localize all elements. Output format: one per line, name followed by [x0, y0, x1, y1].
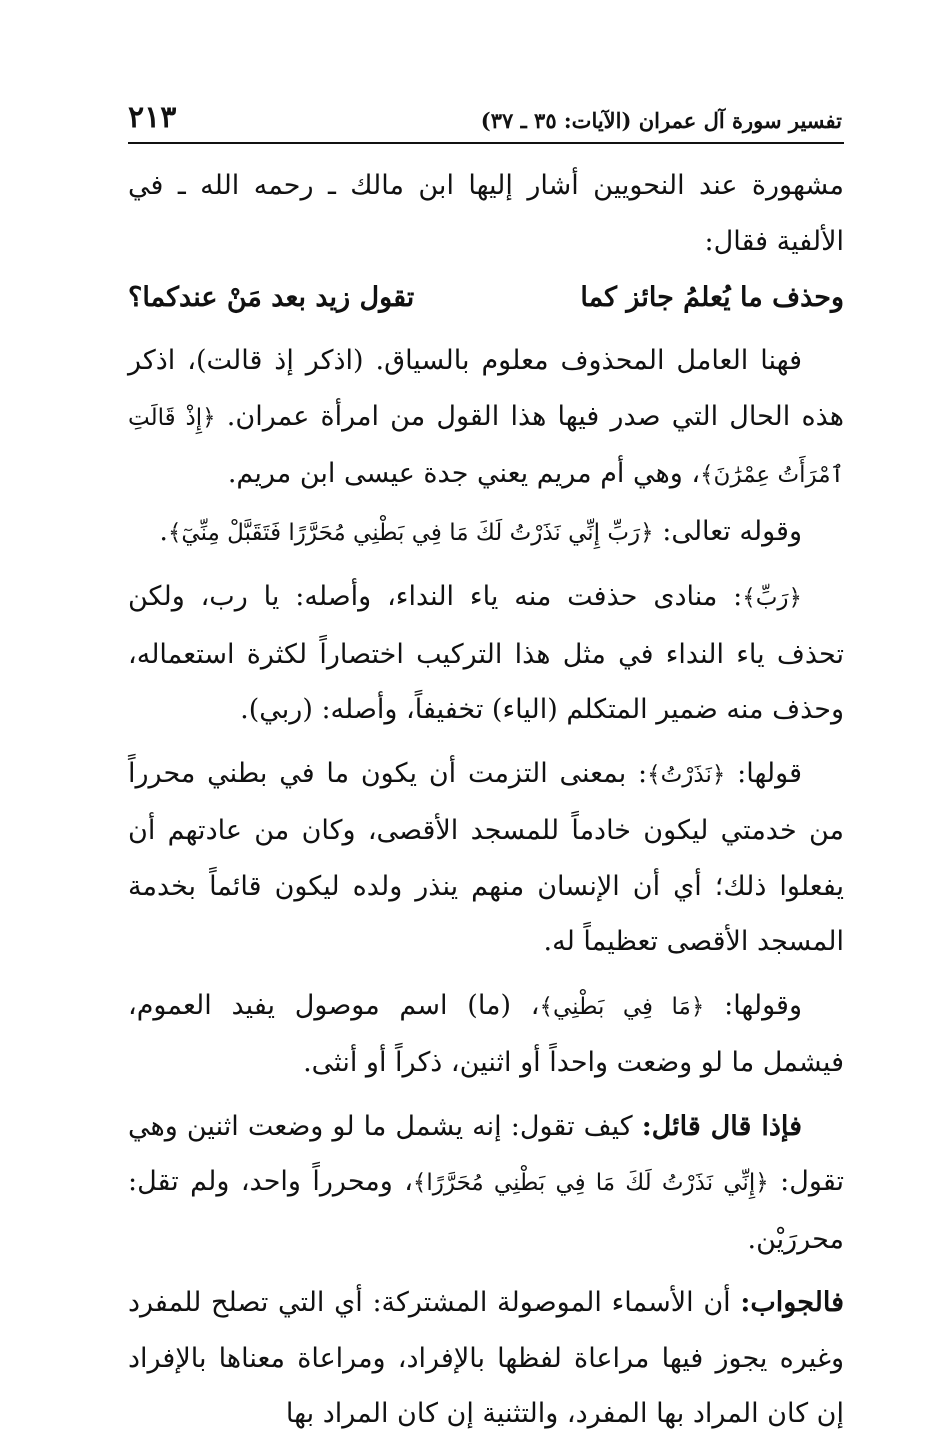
paragraph-text: أن الأسماء الموصولة المشتركة: أي التي تصلح للمفرد وغيره يجوز فيها مراعاة لفظها بالإفراد، ومراعاة معناها بالإفراد إن كان المراد بها المفرد، والتثنية إن كان المراد بها — [128, 1287, 844, 1429]
paragraph — [128, 569, 844, 738]
verse-second-hemistich: تقول زيد بعد مَنْ عندكما؟ — [128, 282, 415, 313]
quran-quote: ﴿إِذْ قَالَتِ ٱمْرَأَتُ عِمْرَٰنَ﴾ — [128, 404, 844, 488]
verse-first-hemistich: وحذف ما يُعلمُ جائز كما — [580, 282, 844, 313]
paragraph-text: . — [159, 515, 168, 547]
paragraph-text: قولها: — [737, 757, 802, 789]
quran-quote: ﴿إِنِّي نَذَرْتُ لَكَ مَا فِي بَطْنِي مُحَرَّرًا﴾ — [412, 1170, 769, 1196]
quran-quote: ﴿رَبِّ﴾ — [742, 585, 802, 611]
paragraph-text: وقوله تعالى: — [662, 515, 802, 547]
quran-quote: ﴿مَا فِي بَطْنِي﴾ — [539, 993, 705, 1020]
paragraph-text: كيف تقول: إنه يشمل ما لو وضعت اثنين وهي تقول: — [128, 1110, 844, 1197]
book-page — [128, 88, 845, 1429]
paragraph — [128, 333, 844, 504]
paragraph — [128, 1275, 844, 1442]
paragraph — [128, 1099, 844, 1268]
paragraph-text: : منادى حذفت منه ياء النداء، وأصله: يا رب، ولكن تحذف ياء النداء في مثل هذا التركيب اختصاراً لكثرة استعماله، وحذف منه ضمير المتكلم (الياء) تخفيفاً، وأصله: (ربي). — [128, 581, 844, 725]
paragraph-text: ، وهي أم مريم يعني جدة عيسى ابن مريم. — [227, 458, 701, 489]
paragraph — [128, 504, 844, 562]
paragraph-text: وقولها: — [724, 989, 802, 1021]
running-title: تفسير سورة آل عمران (الآيات: ٣٥ ـ ٣٧) — [480, 108, 842, 133]
paragraph-text: مشهورة عند النحويين أشار إليها ابن مالك ـ رحمه الله ـ في الألفية فقال: — [128, 170, 845, 257]
quran-quote: ﴿نَذَرْتُ﴾ — [647, 761, 726, 788]
paragraph — [128, 158, 844, 269]
paragraph-text: فهنا العامل المحذوف معلوم بالسياق. (اذكر إذ قالت)، اذكر هذه الحال التي صدر فيها هذا القول من امرأة عمران. — [128, 345, 844, 432]
answer-label: فالجواب: — [740, 1287, 844, 1318]
paragraph-text: ، ومحرراً واحد، ولم تقل: محررَيْن. — [128, 1166, 844, 1255]
quran-quote: ﴿رَبِّ إِنِّي نَذَرْتُ لَكَ مَا فِي بَطْنِي مُحَرَّرًا فَتَقَبَّلْ مِنِّيٓ﴾ — [167, 519, 654, 546]
paragraph-text: ، (ما) اسم موصول يفيد العموم، فيشمل ما لو وضعت واحداً أو اثنين، ذكراً أو أنثى. — [128, 989, 844, 1078]
page-body — [128, 144, 844, 1442]
paragraph-text: : بمعنى التزمت أن يكون ما في بطني محرراً من خدمتي ليكون خادماً للمسجد الأقصى، وكان من عادتهم أن يفعلوا ذلك؛ أي أن الإنسان منهم ينذر ولده ليكون قائماً بخدمة المسجد الأقصى تعظيماً له. — [128, 757, 844, 957]
question-label: فإذا قال قائل: — [641, 1110, 802, 1142]
paragraph — [128, 978, 844, 1091]
page-header — [128, 88, 844, 144]
page-number: ٢١٣ — [128, 100, 177, 135]
paragraph — [128, 746, 844, 970]
poem-verse — [128, 269, 844, 327]
